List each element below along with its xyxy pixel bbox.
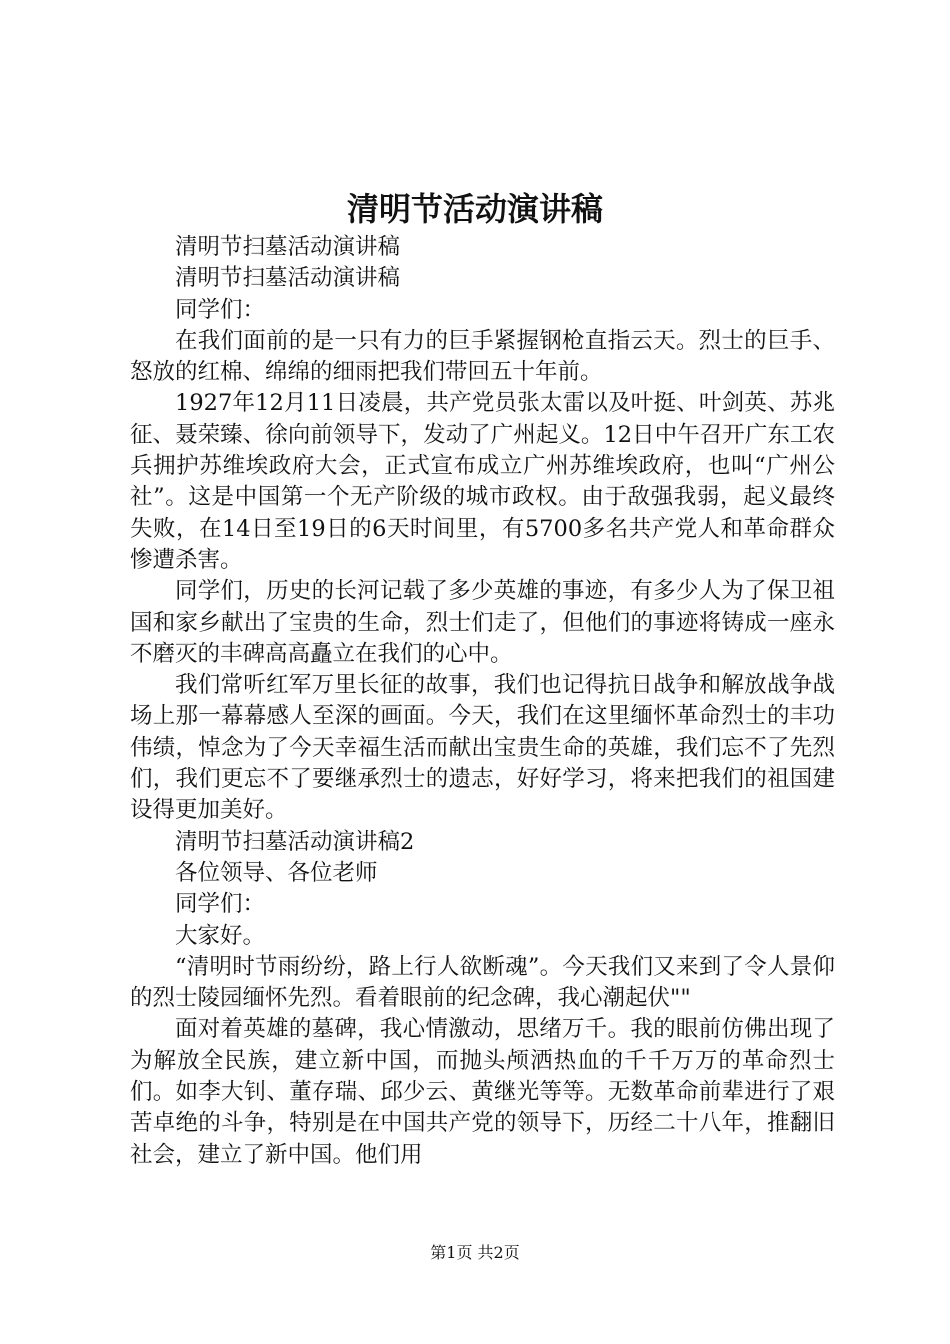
- page-number-footer: 第1页 共2页: [430, 1243, 520, 1262]
- paragraph: 1927年12月11日凌晨，共产党员张太雷以及叶挺、叶剑英、苏兆征、聂荣臻、徐向前领导下，发动了广州起义。12日中午召开广东工农兵拥护苏维埃政府大会，正式宣布成立广州苏维埃政府，也叫“广州公社”。这是中国第一个无产阶级的城市政权。由于敌强我弱，起义最终失败，在14日至19日的6天时间里，有5700多名共产党人和革命群众惨遭杀害。: [130, 390, 835, 573]
- document-title: 清明节活动演讲稿: [346, 190, 603, 228]
- paragraph: 同学们：: [175, 296, 266, 323]
- paragraph: 各位领导、各位老师: [175, 859, 378, 886]
- paragraph: 清明节扫墓活动演讲稿: [175, 234, 401, 260]
- paragraph: 面对着英雄的墓碑，我心情激动，思绪万千。我的眼前仿佛出现了为解放全民族，建立新中国，而抛头颅洒热血的千千万万的革命烈士们。如李大钊、董存瑞、邱少云、黄继光等等。无数革命前辈进行了艰苦卓绝的斗争，特别是在中国共产党的领导下，历经二十八年，推翻旧社会，建立了新中国。他们用: [130, 1016, 835, 1168]
- paragraph: 清明节扫墓活动演讲稿: [175, 265, 401, 292]
- paragraph: 我们常听红军万里长征的故事，我们也记得抗日战争和解放战争战场上那一幕幕感人至深的画面。今天，我们在这里缅怀革命烈士的丰功伟绩，悼念为了今天幸福生活而献出宝贵生命的英雄，我们忘不了先烈们，我们更忘不了要继承烈士的遗志，好好学习，将来把我们的祖国建设得更加美好。: [130, 672, 835, 824]
- paragraph: “清明时节雨纷纷，路上行人欲断魂”。今天我们又来到了令人景仰的烈士陵园缅怀先烈。看着眼前的纪念碑，我心潮起伏"": [130, 953, 835, 1012]
- paragraph: 清明节扫墓活动演讲稿2: [175, 828, 415, 855]
- paragraph: 同学们：: [175, 891, 266, 918]
- document-body: [130, 232, 835, 1171]
- paragraph: 同学们，历史的长河记载了多少英雄的事迹，有多少人为了保卫祖国和家乡献出了宝贵的生命，烈士们走了，但他们的事迹将铸成一座永不磨灭的丰碑高高矗立在我们的心中。: [130, 578, 835, 667]
- paragraph: 大家好。: [175, 922, 266, 949]
- paragraph: 在我们面前的是一只有力的巨手紧握钢枪直指云天。烈士的巨手、怒放的红棉、绵绵的细雨把我们带回五十年前。: [130, 327, 835, 386]
